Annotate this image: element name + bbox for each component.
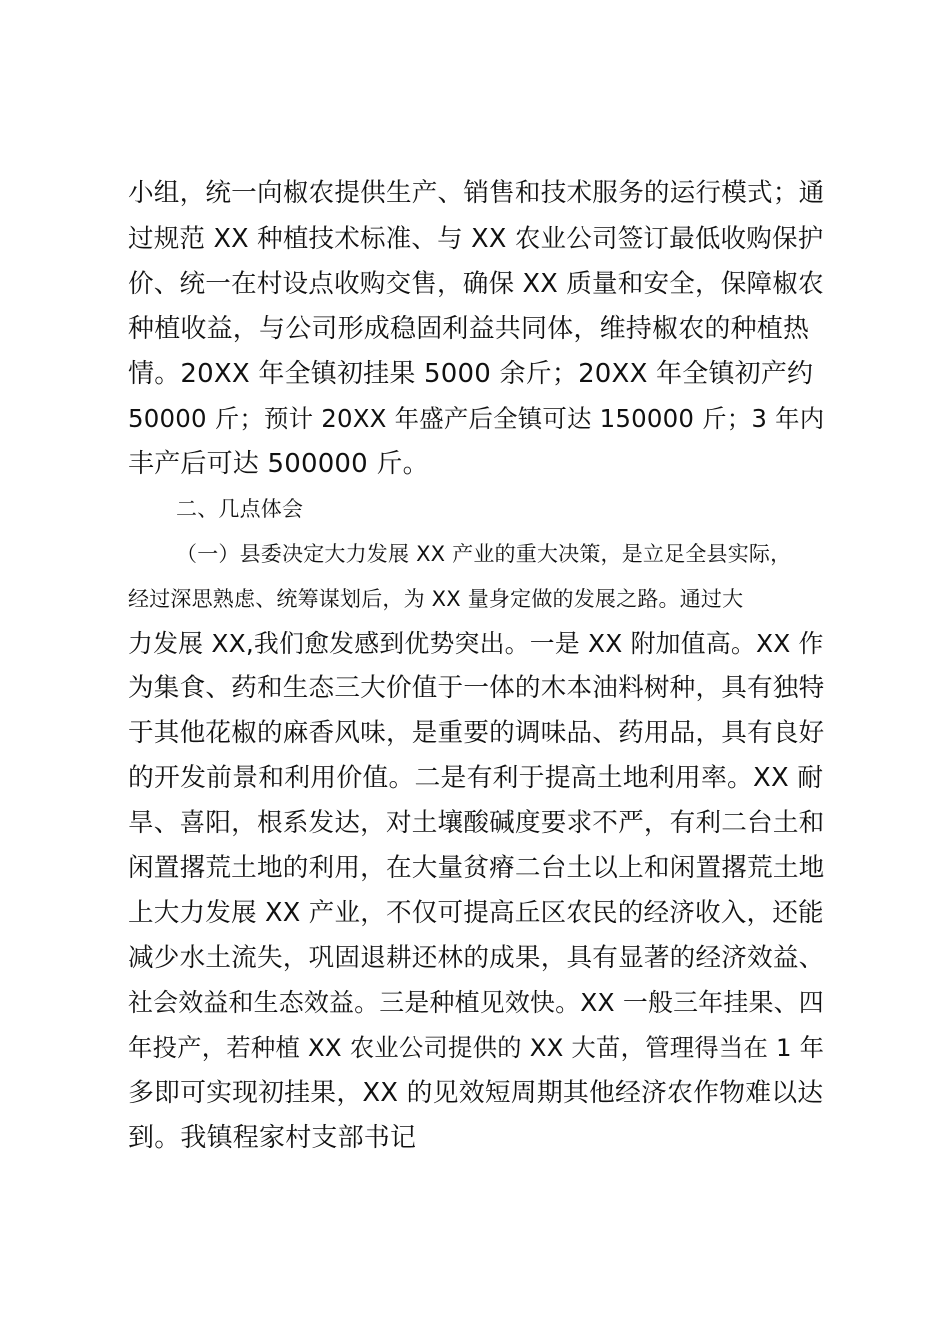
body-text-line: 种植收益，与公司形成稳固利益共同体，维持椒农的种植热 (128, 314, 810, 344)
body-text-line: 闲置撂荒土地的利用，在大量贫瘠二台土以上和闲置撂荒土地 (128, 853, 825, 883)
body-text-line: 价、统一在村设点收购交售，确保 XX 质量和安全，保障椒农 (128, 269, 824, 299)
body-text-line: 多即可实现初挂果，XX 的见效短周期其他经济农作物难以达 (128, 1078, 824, 1108)
body-text-line: 年投产，若种植 XX 农业公司提供的 XX 大苗，管理得当在 1 年 (128, 1033, 825, 1062)
body-text-line: 经过深思熟虑、统筹谋划后，为 XX 量身定做的发展之路。通过大 (128, 587, 744, 611)
body-text-line: 50000 斤；预计 20XX 年盛产后全镇可达 150000 斤；3 年内 (128, 404, 825, 433)
body-text-line: 上大力发展 XX 产业，不仅可提高丘区农民的经济收入，还能 (128, 898, 824, 928)
body-text-line: 减少水土流失，巩固退耕还林的成果，具有显著的经济效益、 (128, 943, 825, 973)
body-text-line: 过规范 XX 种植技术标准、与 XX 农业公司签订最低收购保护 (128, 224, 824, 254)
body-text-line: 丰产后可达 500000 斤。 (128, 449, 429, 479)
body-text-line: 小组，统一向椒农提供生产、销售和技术服务的运行模式；通 (128, 178, 825, 208)
body-text-line: 为集食、药和生态三大价值于一体的木本油料树种，具有独特 (128, 673, 825, 703)
body-text-line: 情。20XX 年全镇初挂果 5000 余斤；20XX 年全镇初产约 (128, 359, 814, 389)
body-text-line: 的开发前景和利用价值。二是有利于提高土地利用率。XX 耐 (128, 763, 824, 793)
body-text-line: 于其他花椒的麻香风味，是重要的调味品、药用品，具有良好 (128, 718, 825, 748)
body-text-line: 到。我镇程家村支部书记 (128, 1123, 417, 1153)
body-text-line: 社会效益和生态效益。三是种植见效快。XX 一般三年挂果、四 (128, 988, 824, 1017)
body-text-line: 力发展 XX,我们愈发感到优势突出。一是 XX 附加值高。XX 作 (128, 629, 824, 658)
paragraph-first-line: （一）县委决定大力发展 XX 产业的重大决策，是立足全县实际， (176, 542, 792, 566)
body-text-line: 旱、喜阳，根系发达，对土壤酸碱度要求不严，有利二台土和 (128, 808, 825, 838)
section-heading: 二、几点体会 (176, 497, 304, 521)
